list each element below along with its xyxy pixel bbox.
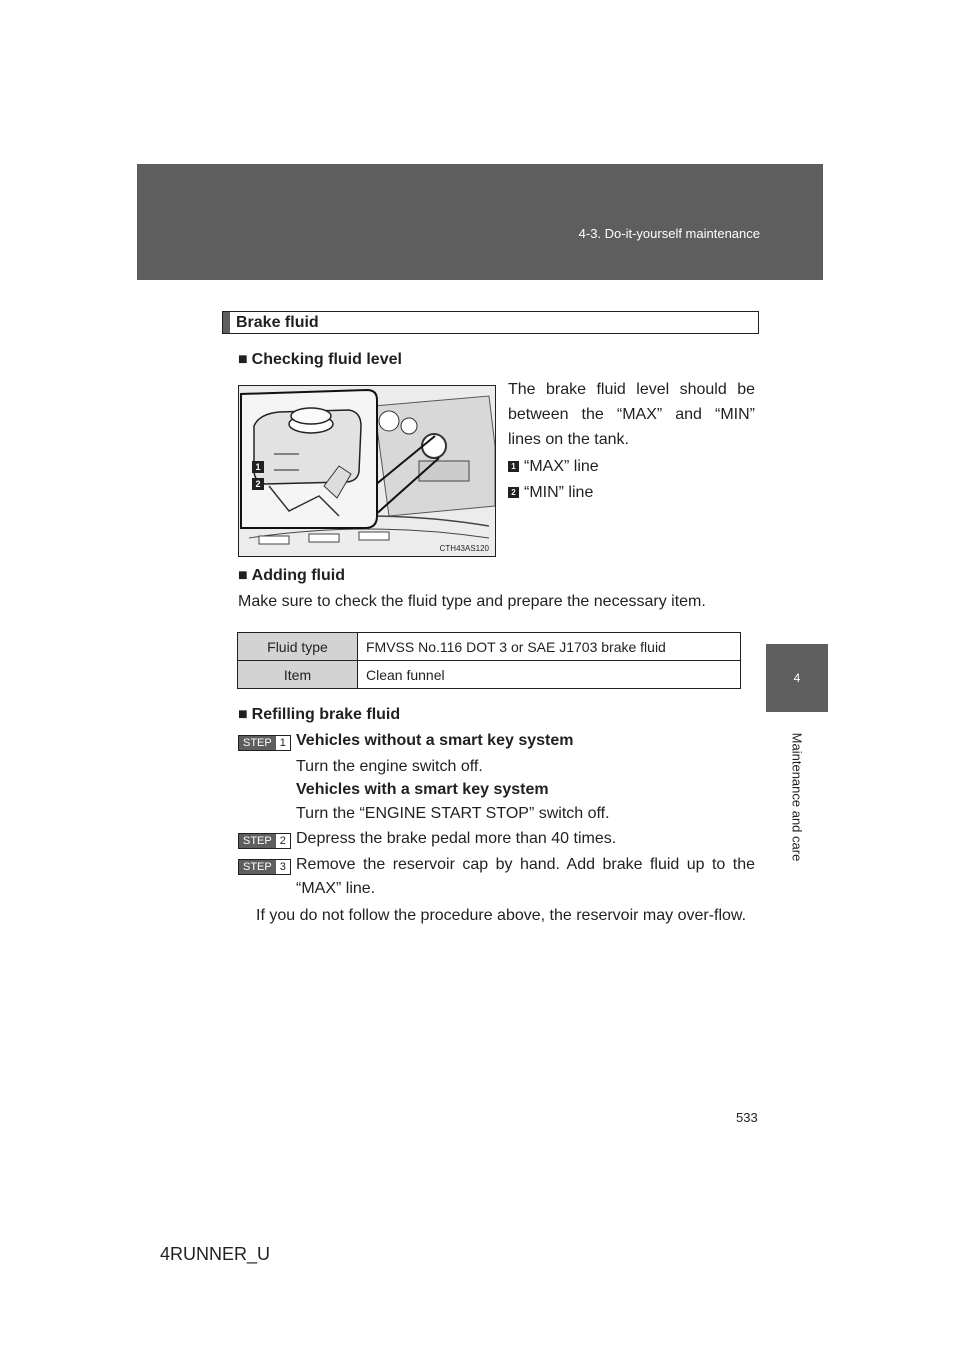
- table-header-cell: Item: [238, 661, 358, 689]
- step-number: 3: [276, 860, 290, 874]
- step-badge-1: [238, 733, 291, 751]
- adding-heading: [238, 567, 345, 585]
- fluid-spec-table: [237, 632, 741, 689]
- step-word: STEP: [239, 860, 276, 874]
- step2-text: Depress the brake pedal more than 40 times.: [296, 830, 617, 847]
- engine-bay-drawing: [239, 386, 495, 556]
- chapter-tab-label: Maintenance and care: [789, 732, 805, 862]
- step3-text: Remove the reservoir cap by hand. Add brake fluid up to the “MAX” line.: [296, 856, 755, 897]
- section-title: 4-3. Do-it-yourself maintenance: [578, 226, 760, 241]
- legend-item: [508, 481, 593, 505]
- header-band: [137, 164, 823, 280]
- table-row: [238, 661, 741, 689]
- page-number: 533: [736, 1110, 758, 1125]
- checking-heading-text: Checking fluid level: [251, 351, 402, 368]
- topic-title-bar: [222, 311, 759, 334]
- legend-label-max: “MAX” line: [524, 458, 599, 475]
- title-accent: [223, 312, 230, 333]
- callout-badge-1: 1: [252, 461, 264, 473]
- checking-text: The brake fluid level should be between the “MAX” and “MIN” lines on the tank.: [508, 381, 755, 448]
- adding-text: Make sure to check the fluid type and prepare the necessary item.: [238, 593, 706, 610]
- step-word: STEP: [239, 834, 276, 848]
- figure-code: CTH43AS120: [439, 544, 489, 553]
- footer-model-code: 4RUNNER_U: [160, 1244, 271, 1264]
- callout-badge-2: 2: [252, 478, 264, 490]
- step-badge-2: [238, 831, 291, 849]
- brake-reservoir-illustration: [238, 385, 496, 557]
- legend-label-min: “MIN” line: [524, 484, 594, 501]
- heading-marker: ■: [238, 567, 248, 584]
- table-header-cell: Fluid type: [238, 633, 358, 661]
- heading-marker: ■: [238, 351, 248, 368]
- step-number: 1: [276, 736, 290, 750]
- adding-heading-text: Adding fluid: [251, 567, 345, 584]
- topic-title: Brake fluid: [236, 314, 319, 331]
- legend-item: [508, 455, 599, 479]
- legend-badge-2: 2: [508, 487, 519, 498]
- overflow-note: If you do not follow the procedure above, the reservoir may over-flow.: [256, 907, 747, 924]
- step1-condition-a: Vehicles without a smart key system: [296, 732, 574, 749]
- chapter-tab: [766, 712, 828, 882]
- step-number: 2: [276, 834, 290, 848]
- step1-text-a: Turn the engine switch off.: [296, 758, 483, 775]
- step-word: STEP: [239, 736, 276, 750]
- table-row: [238, 633, 741, 661]
- table-cell: FMVSS No.116 DOT 3 or SAE J1703 brake fluid: [358, 633, 741, 661]
- refilling-heading-text: Refilling brake fluid: [251, 706, 401, 723]
- step-badge-3: [238, 857, 291, 875]
- heading-marker: ■: [238, 706, 248, 723]
- step1-condition-b: Vehicles with a smart key system: [296, 781, 549, 798]
- chapter-tab-number: 4: [766, 644, 828, 712]
- checking-heading: [238, 351, 402, 369]
- table-cell: Clean funnel: [358, 661, 741, 689]
- step1-text-b: Turn the “ENGINE START STOP” switch off.: [296, 805, 610, 822]
- refilling-heading: [238, 706, 400, 724]
- legend-badge-1: 1: [508, 461, 519, 472]
